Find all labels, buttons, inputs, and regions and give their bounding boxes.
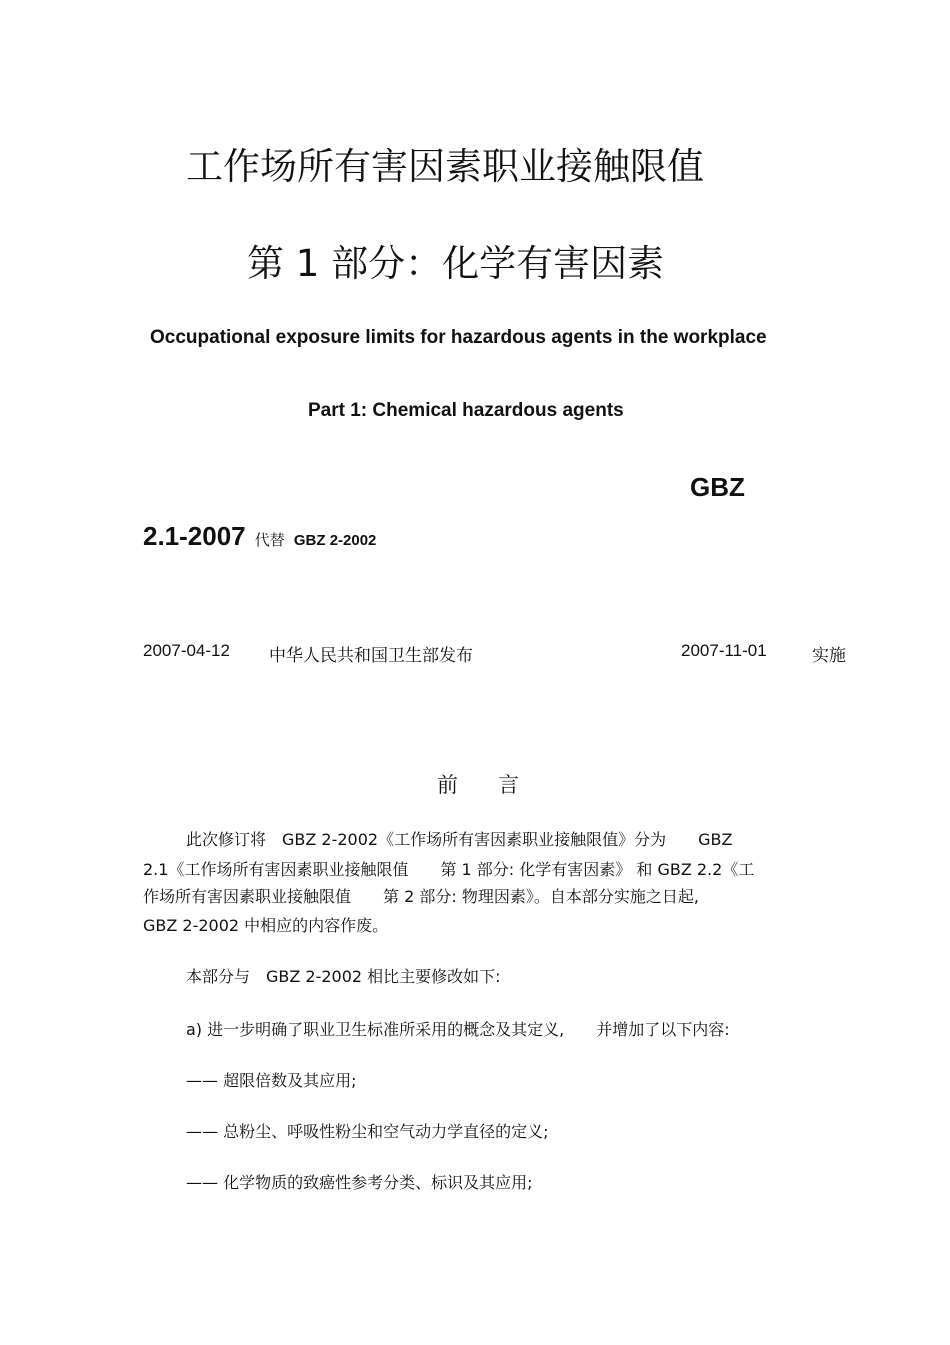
english-title: Occupational exposure limits for hazardous agents in the workplace xyxy=(150,327,767,348)
english-subtitle: Part 1: Chemical hazardous agents xyxy=(308,400,624,421)
document-subtitle: 第 1 部分：化学有害因素 xyxy=(247,242,665,285)
foreword-line-1: 此次修订将 GBZ 2-2002《工作场所有害因素职业接触限值》分为 GBZ xyxy=(186,830,733,849)
standard-code-line xyxy=(143,521,376,552)
foreword-line-9: —— 化学物质的致癌性参考分类、标识及其应用; xyxy=(186,1173,533,1192)
replace-label: 代替 xyxy=(254,531,285,549)
foreword-line-7: —— 超限倍数及其应用; xyxy=(186,1071,357,1090)
foreword-line-3: 作场所有害因素职业接触限值 第 2 部分: 物理因素》。自本部分实施之日起, xyxy=(143,887,699,906)
issuer: 中华人民共和国卫生部发布 xyxy=(269,646,473,665)
standard-prefix: GBZ xyxy=(690,472,745,502)
standard-number: 2.1-2007 xyxy=(143,521,246,551)
effective-label: 实施 xyxy=(812,646,846,665)
foreword-line-2: 2.1《工作场所有害因素职业接触限值 第 1 部分: 化学有害因素》 和 GBZ 2.2《工 xyxy=(143,860,755,879)
effective-date: 2007-11-01 xyxy=(681,641,767,660)
foreword-line-6: a) 进一步明确了职业卫生标准所采用的概念及其定义, 并增加了以下内容: xyxy=(186,1020,730,1039)
document-title: 工作场所有害因素职业接触限值 xyxy=(186,145,704,188)
foreword-line-8: —— 总粉尘、呼吸性粉尘和空气动力学直径的定义; xyxy=(186,1122,549,1141)
foreword-line-5: 本部分与 GBZ 2-2002 相比主要修改如下: xyxy=(186,967,501,986)
foreword-heading: 前言 xyxy=(437,773,559,797)
replaced-standard: GBZ 2-2002 xyxy=(293,532,377,549)
foreword-line-4: GBZ 2-2002 中相应的内容作废。 xyxy=(143,916,389,935)
issue-date: 2007-04-12 xyxy=(143,641,230,660)
